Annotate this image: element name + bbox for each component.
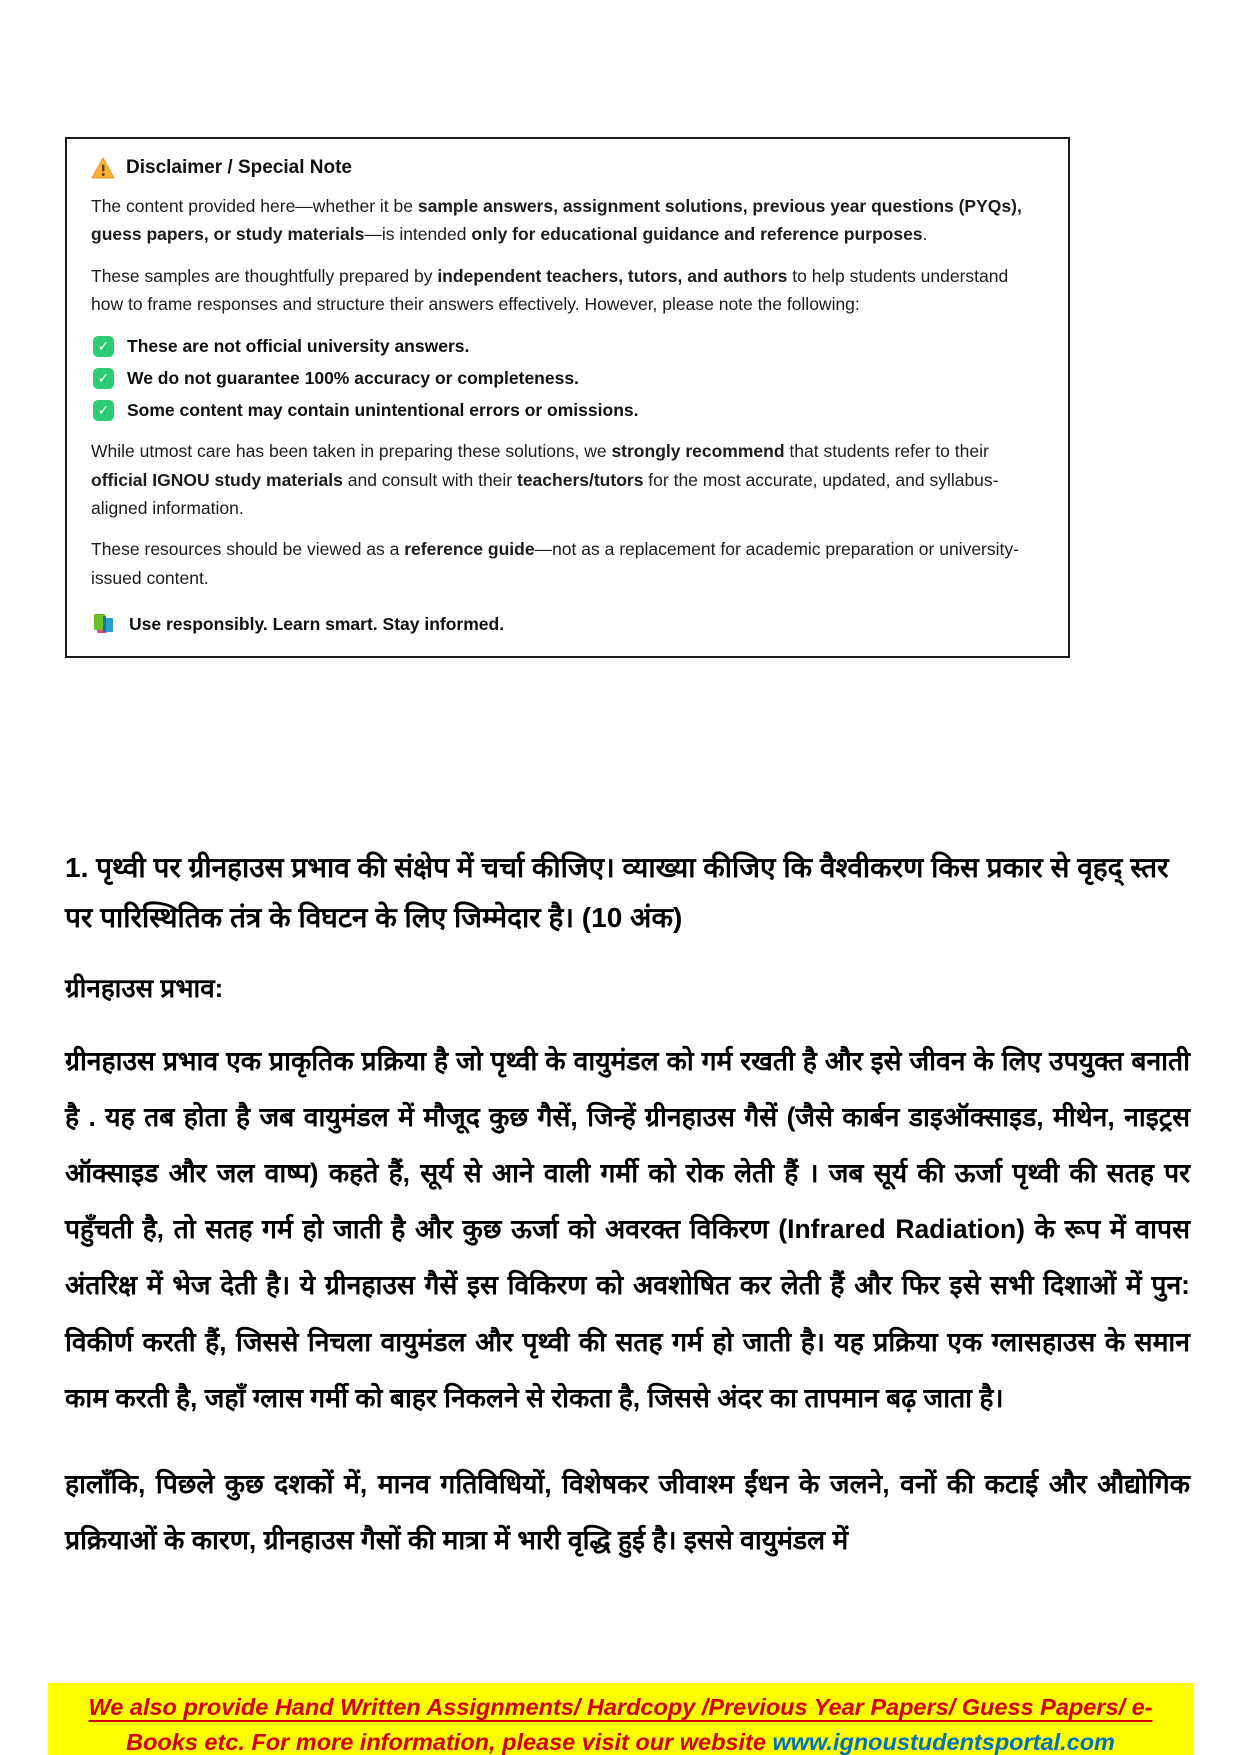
checklist-item [93, 368, 1044, 389]
question-heading: 1. पृथ्वी पर ग्रीनहाउस प्रभाव की संक्षेप में चर्चा कीजिए। व्याख्या कीजिए कि वैश्वीकरण किस प्रकार से वृहद् स्तर पर पारिस्थितिक तंत्र के विघटन के लिए जिम्मेदार है। (10 अंक) [65, 852, 1169, 933]
promo-footer-text: We also provide Hand Written Assignments/ Hardcopy /Previous Year Papers/ Guess Papers/ e-Books etc. For more information, please visit our website [88, 1694, 1153, 1755]
disclaimer-footer-row [91, 612, 1044, 636]
checklist-item-label: Some content may contain unintentional errors or omissions. [127, 400, 639, 421]
promo-footer [48, 1683, 1193, 1755]
check-icon: ✓ [93, 400, 114, 421]
answer-paragraph-2: हालाँकि, पिछले कुछ दशकों में, मानव गतिविधियों, विशेषकर जीवाश्म ईंधन के जलने, वनों की कटाई और औद्योगिक प्रक्रियाओं के कारण, ग्रीनहाउस गैसों की मात्रा में भारी वृद्धि हुई है। इससे वायुमंडल में [65, 1468, 1190, 1556]
disclaimer-title-row [91, 157, 1044, 179]
disclaimer-checklist [93, 336, 1044, 421]
disclaimer-paragraph-1: The content provided here—whether it be sample answers, assignment solutions, previous year questions (PYQs), guess papers, or study materials—is intended only for educational guidance and reference purposes. [91, 196, 1022, 245]
checklist-item-label: We do not guarantee 100% accuracy or completeness. [127, 368, 579, 389]
checklist-item [93, 336, 1044, 357]
disclaimer-paragraph-3: While utmost care has been taken in preparing these solutions, we strongly recommend that students refer to their official IGNOU study materials and consult with their teachers/tutors for the most accurate, updated, and syllabus-aligned information. [91, 441, 999, 519]
answer-section [65, 843, 1190, 1598]
disclaimer-paragraph-4: These resources should be viewed as a reference guide—not as a replacement for academic preparation or university-issued content. [91, 539, 1019, 588]
answer-subheading: ग्रीनहाउस प्रभाव: [65, 972, 224, 1003]
answer-paragraph-1: ग्रीनहाउस प्रभाव एक प्राकृतिक प्रक्रिया है जो पृथ्वी के वायुमंडल को गर्म रखती है और इसे जीवन के लिए उपयुक्त बनाती है . यह तब होता है जब वायुमंडल में मौजूद कुछ गैसें, जिन्हें ग्रीनहाउस गैसें (जैसे कार्बन डाइऑक्साइड, मीथेन, नाइट्रस ऑक्साइड और जल वाष्प) कहते हैं, सूर्य से आने वाली गर्मी को रोक लेती हैं । जब सूर्य की ऊर्जा पृथ्वी की सतह पर पहुँचती है, तो सतह गर्म हो जाती है और कुछ ऊर्जा को अवरक्त विकिरण (Infrared Radiation) के रूप में वापस अंतरिक्ष में भेज देती है। ये ग्रीनहाउस गैसें इस विकिरण को अवशोषित कर लेती हैं और फिर इसे सभी दिशाओं में पुन: विकीर्ण करती हैं, जिससे निचला वायुमंडल और पृथ्वी की सतह गर्म हो जाती है। यह प्रक्रिया एक ग्लासहाउस के समान काम करती है, जहाँ ग्लास गर्मी को बाहर निकलने से रोकता है, जिससे अंदर का तापमान बढ़ जाता है। [65, 1045, 1190, 1413]
books-icon [91, 612, 117, 636]
disclaimer-paragraph-2: These samples are thoughtfully prepared by independent teachers, tutors, and authors to help students understand how to frame responses and structure their answers effectively. However, please note the following: [91, 265, 1009, 315]
warning-icon [91, 157, 115, 179]
check-icon: ✓ [93, 368, 114, 389]
check-icon: ✓ [93, 336, 114, 357]
website-link[interactable]: www.ignoustudentsportal.com [772, 1729, 1115, 1755]
checklist-item [93, 400, 1044, 421]
disclaimer-footer-note: Use responsibly. Learn smart. Stay informed. [129, 613, 505, 634]
disclaimer-box [65, 137, 1070, 658]
checklist-item-label: These are not official university answers. [127, 336, 470, 357]
disclaimer-title: Disclaimer / Special Note [126, 157, 352, 178]
